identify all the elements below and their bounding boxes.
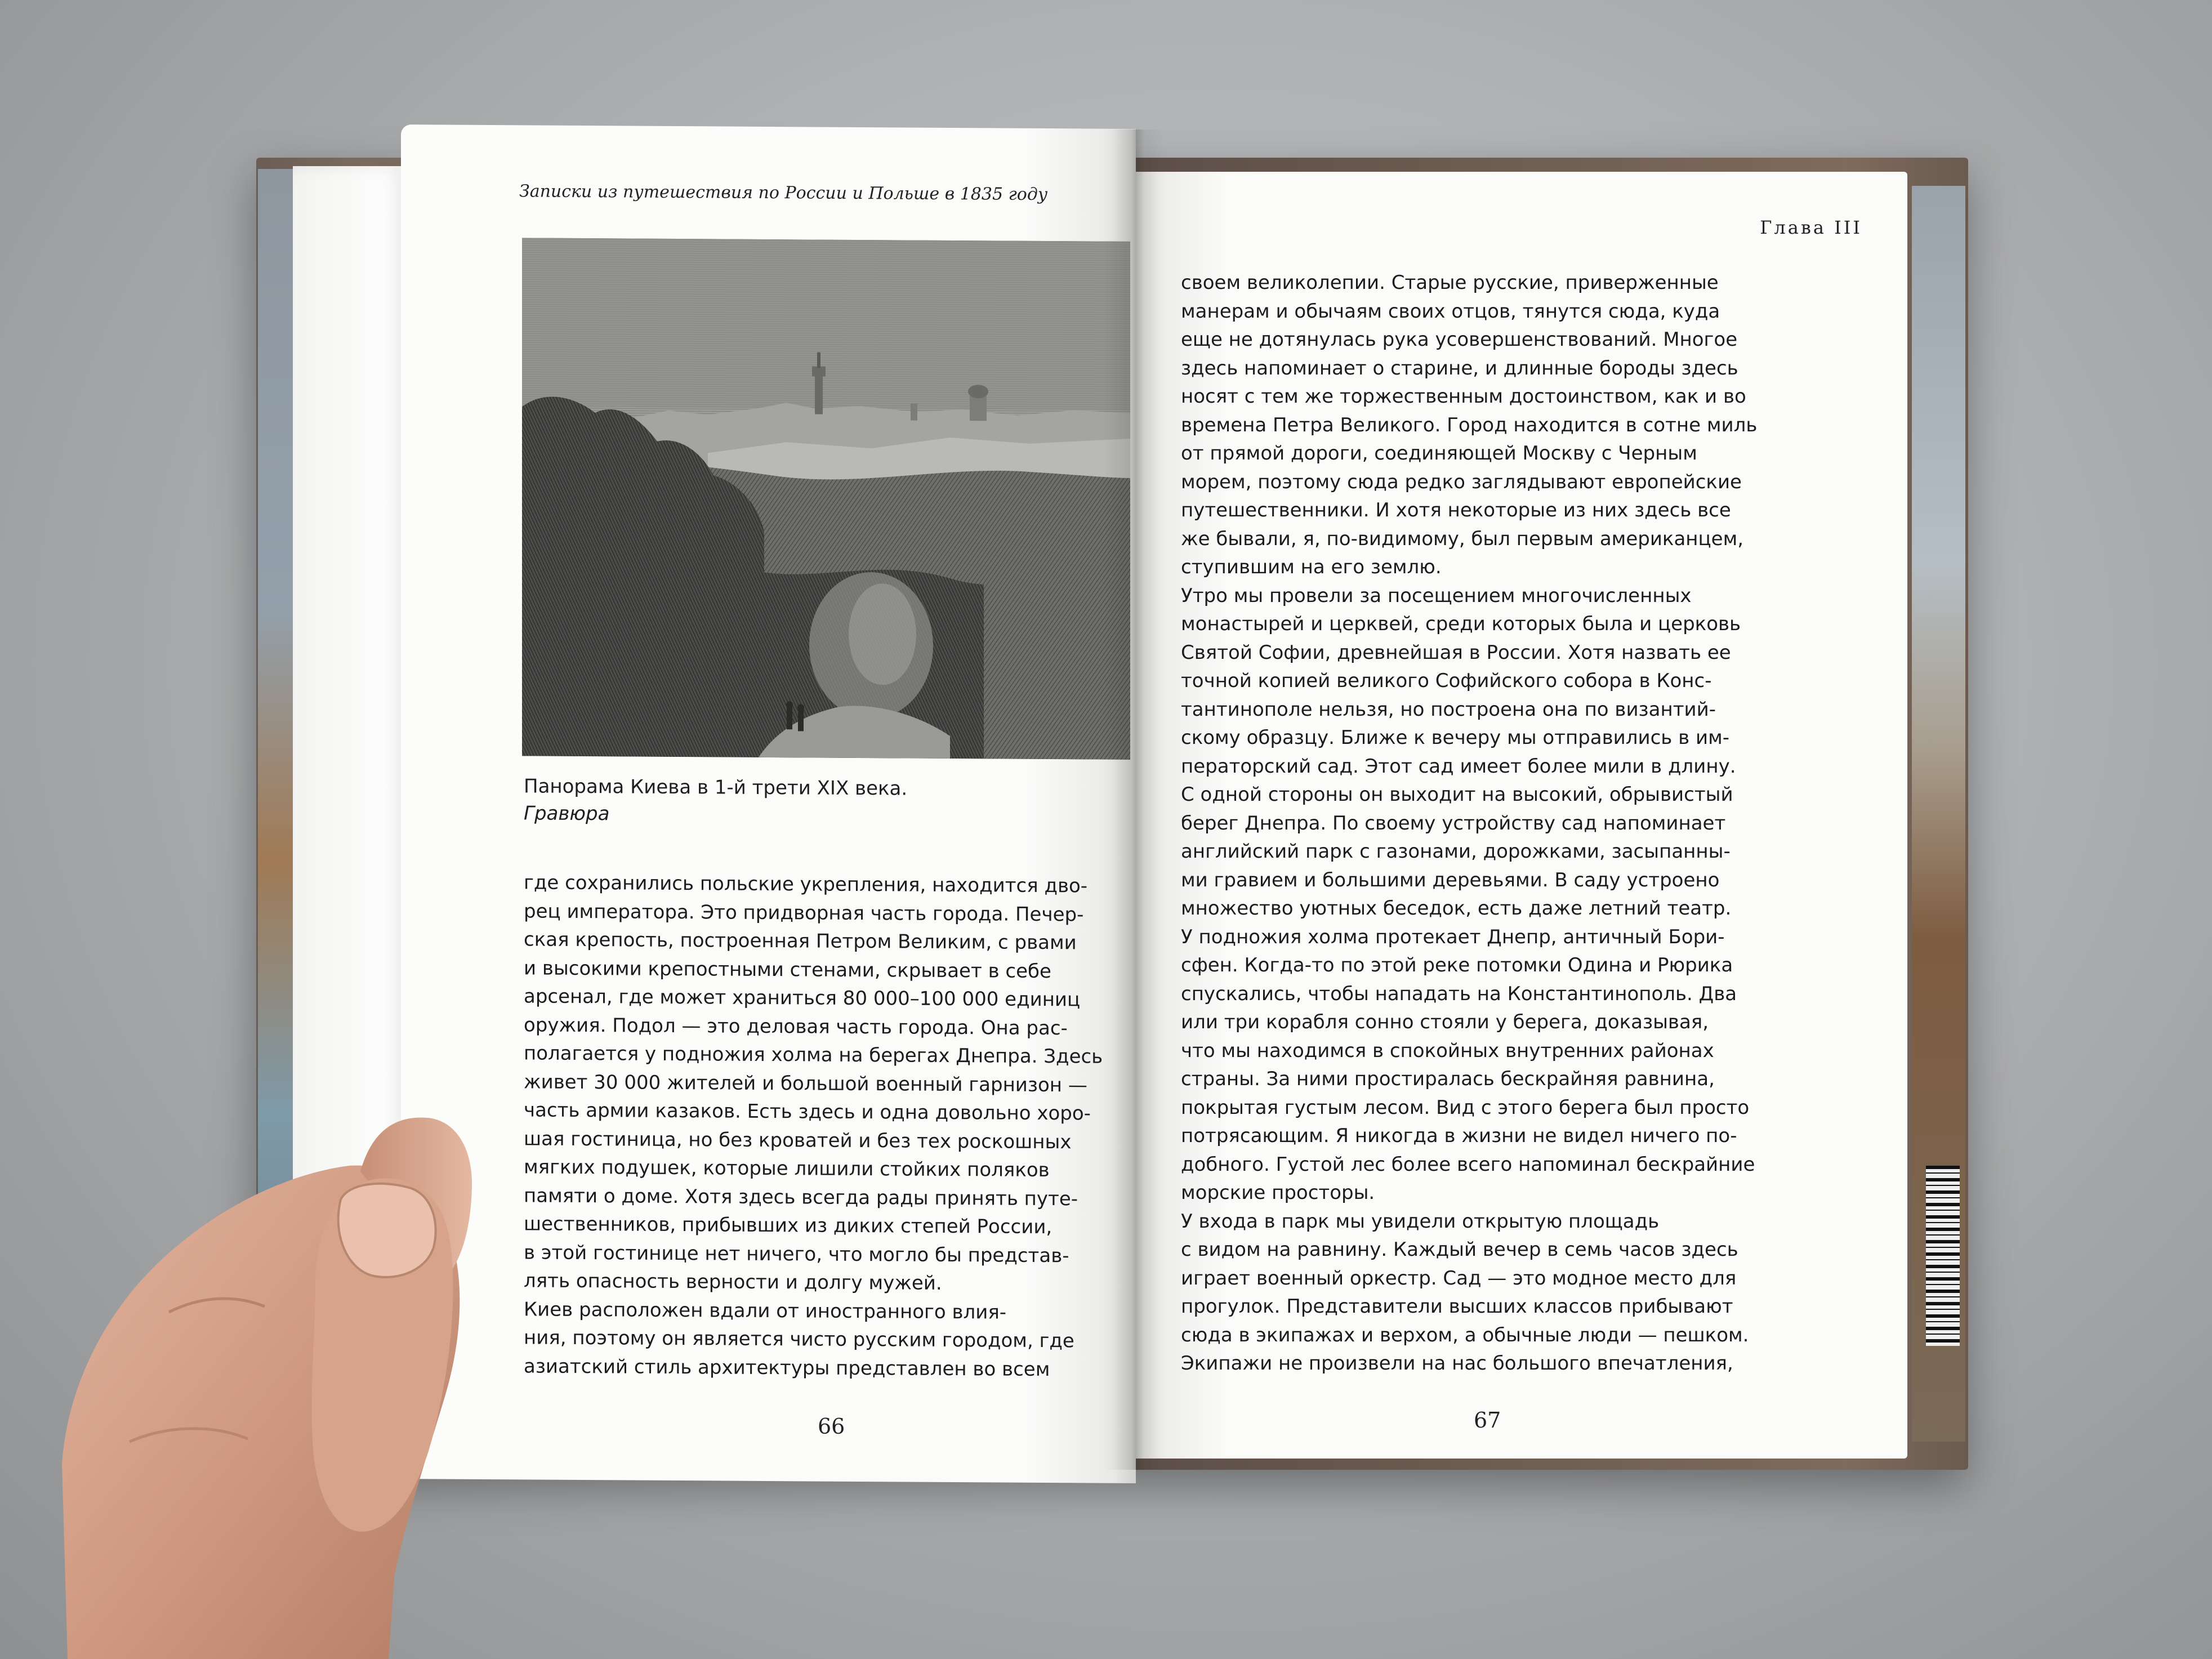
right-page-text-line: сюда в экипажах и верхом, а обычные люди — пешком. xyxy=(1181,1323,1749,1346)
right-page-text-line: ступившим на его землю. xyxy=(1181,556,1442,578)
right-page-text-line: тантинополе нельзя, но построена она по византий- xyxy=(1181,698,1716,721)
right-page-text-line: У подножия холма протекает Днепр, античный Бори- xyxy=(1181,925,1725,948)
right-page-text-line: от прямой дороги, соединяющей Москву с Черным xyxy=(1181,442,1697,465)
right-page-text-line: морские просторы. xyxy=(1181,1181,1375,1204)
left-page-text-line: Киев расположен вдали от иностранного влия- xyxy=(524,1297,1007,1324)
right-page-text-line: страны. За ними простиралась бескрайняя равнина, xyxy=(1181,1068,1715,1090)
kyiv-panorama-engraving xyxy=(522,238,1130,760)
right-page-text-line: множество уютных беседок, есть даже летний театр. xyxy=(1181,897,1732,920)
image-caption xyxy=(524,773,907,829)
right-page-text-line: добного. Густой лес более всего напоминал бескрайние xyxy=(1181,1153,1755,1176)
left-page xyxy=(401,124,1136,1483)
left-page-text-line: памяти о доме. Хотя здесь всегда рады принять путе- xyxy=(524,1184,1078,1210)
right-page-text-line: покрытая густым лесом. Вид с этого берега был просто xyxy=(1181,1096,1750,1119)
right-page-text-line: Утро мы провели за посещением многочисленных xyxy=(1181,584,1692,607)
left-page-text-line: живет 30 000 жителей и большой военный гарнизон — xyxy=(524,1070,1087,1096)
left-page-text-line: мягких подушек, которые лишили стойких поляков xyxy=(524,1156,1050,1182)
right-page-text-line: или три корабля сонно стояли у берега, доказывая, xyxy=(1181,1011,1709,1033)
left-page-text-line: ния, поэтому он является чисто русским городом, где xyxy=(524,1326,1074,1353)
left-page-body xyxy=(524,868,1135,1384)
right-page-text-line: С одной стороны он выходит на высокий, обрывистый xyxy=(1181,783,1733,806)
right-page-number: 67 xyxy=(1474,1408,1501,1433)
left-page-text-line: рец императора. Это придворная часть города. Печер- xyxy=(524,899,1084,926)
right-page-text-line: сфен. Когда-то по этой реке потомки Одина и Рюрика xyxy=(1181,954,1733,976)
right-page-text-line: ператорский сад. Этот сад имеет более мили в длину. xyxy=(1181,755,1736,778)
left-page-text-line: азиатский стиль архитектуры представлен во всем xyxy=(524,1354,1050,1381)
right-page-text-line: здесь напоминает о старине, и длинные бороды здесь xyxy=(1181,356,1738,380)
right-page-text-line: манерам и обычаям своих отцов, тянутся сюда, куда xyxy=(1181,300,1720,323)
right-page-text-line: ми гравием и большими деревьями. В саду устроено xyxy=(1181,868,1720,891)
right-page-text-line: прогулок. Представители высших классов прибывают xyxy=(1181,1295,1733,1318)
right-page-text-line: времена Петра Великого. Город находится в сотне миль xyxy=(1181,413,1758,436)
right-page-text-line: точной копией великого Софийского собора в Конс- xyxy=(1181,670,1712,692)
left-page-text-line: полагается у подножия холма на берегах Днепра. Здесь xyxy=(524,1042,1103,1068)
right-page-text-line: играет военный оркестр. Сад — это модное место для xyxy=(1181,1266,1737,1290)
book-gutter xyxy=(1104,130,1166,1470)
left-page-number: 66 xyxy=(818,1413,845,1439)
right-page-text-line: путешественники. И хотя некоторые из них здесь все xyxy=(1181,499,1731,521)
right-running-head: Глава III xyxy=(1760,217,1862,238)
right-page-text-line: потрясающим. Я никогда в жизни не видел ничего по- xyxy=(1181,1125,1737,1147)
left-page-text-line: ская крепость, построенная Петром Великим, с рвами xyxy=(524,928,1077,955)
page-stack-left xyxy=(293,166,405,1461)
right-page-text-line: монастырей и церквей, среди которых была и церковь xyxy=(1181,613,1741,635)
left-page-text-line: лять опасность верности и долгу мужей. xyxy=(524,1269,942,1295)
image-caption-title: Панорама Киева в 1-й трети XIX века. xyxy=(524,775,908,800)
barcode xyxy=(1926,1166,1960,1346)
left-page-text-line: в этой гостинице нет ничего, что могло бы представ- xyxy=(524,1241,1069,1267)
right-page-text-line: с видом на равнину. Каждый вечер в семь часов здесь xyxy=(1181,1238,1738,1261)
right-page-text-line: берег Днепра. По своему устройству сад напоминает xyxy=(1181,811,1726,835)
left-page-text-line: часть армии казаков. Есть здесь и одна довольно хоро- xyxy=(524,1099,1091,1125)
left-page-text-line: шественников, прибывших из диких степей России, xyxy=(524,1212,1053,1239)
right-page-text-line: что мы находимся в спокойных внутренних районах xyxy=(1181,1039,1714,1062)
right-page-text-line: своем великолепии. Старые русские, приверженные xyxy=(1181,271,1719,294)
left-page-text-line: арсенал, где может храниться 80 000–100 000 единиц xyxy=(524,985,1081,1011)
right-page-text-line: скому образцу. Ближе к вечеру мы отправились в им- xyxy=(1181,726,1729,749)
right-page-text-line: Экипажи не произвели на нас большого впечатления, xyxy=(1181,1352,1733,1375)
left-page-text-line: где сохранились польские укрепления, находится дво- xyxy=(524,871,1088,898)
right-page-text-line: еще не дотянулась рука усовершенствований. Многое xyxy=(1181,328,1738,351)
right-page-text-line: английский парк с газонами, дорожками, засыпанны- xyxy=(1181,840,1731,863)
left-page-text-line: шая гостиница, но без кроватей и без тех роскошных xyxy=(524,1127,1072,1153)
right-page-text-line: У входа в парк мы увидели открытую площадь xyxy=(1181,1210,1660,1233)
right-page-body xyxy=(1181,269,1848,1378)
right-page-text-line: спускались, чтобы нападать на Константинополь. Два xyxy=(1181,982,1737,1005)
right-page-text-line: Святой Софии, древнейшая в России. Хотя назвать ее xyxy=(1181,641,1731,664)
right-page xyxy=(1136,172,1907,1459)
right-page-text-line: же бывали, я, по-видимому, был первым американцем, xyxy=(1181,527,1744,550)
left-page-text-line: оружия. Подол — это деловая часть города. Она рас- xyxy=(524,1013,1068,1040)
left-page-text-line: и высокими крепостными стенами, скрывает в себе xyxy=(524,956,1051,983)
left-running-head: Записки из путешествия по России и Польше в 1835 году xyxy=(519,181,1048,205)
right-page-text-line: носят с тем же торжественным достоинством, как и во xyxy=(1181,385,1746,408)
right-page-text-line: морем, поэтому сюда редко заглядывают европейские xyxy=(1181,470,1742,493)
image-caption-subtitle: Гравюра xyxy=(524,802,610,826)
